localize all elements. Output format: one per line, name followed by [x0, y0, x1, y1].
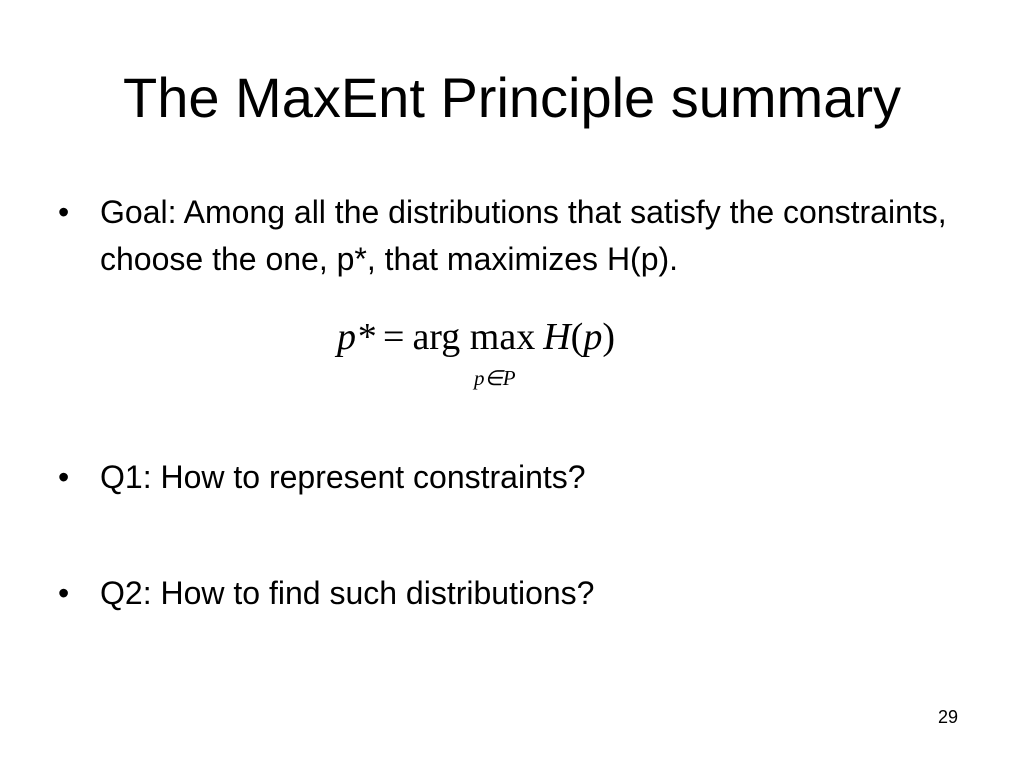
formula-equals: =: [383, 316, 405, 358]
bullet-marker: •: [58, 194, 70, 230]
formula-operator: arg max: [412, 316, 536, 358]
page-number: 29: [938, 707, 959, 727]
bullet-marker: •: [58, 459, 70, 495]
bullet-q1-text: Q1: How to represent constraints?: [100, 459, 586, 495]
slide-title: The MaxEnt Principle summary: [122, 66, 901, 129]
bullet-marker: •: [58, 575, 70, 611]
maxent-formula: [337, 312, 615, 362]
formula-lhs: p*: [337, 316, 375, 358]
formula-function: H: [543, 316, 571, 358]
formula-subscript: p∈P: [474, 366, 516, 390]
formula-open-paren: (: [570, 316, 584, 358]
formula-close-paren: ): [602, 316, 615, 358]
bullet-goal-text: Goal: Among all the distributions that satisfy the constraints, choose the one, p*, that maximizes H(p).: [100, 194, 947, 277]
formula-argument: p: [583, 316, 603, 358]
bullet-q2-text: Q2: How to find such distributions?: [100, 575, 595, 611]
